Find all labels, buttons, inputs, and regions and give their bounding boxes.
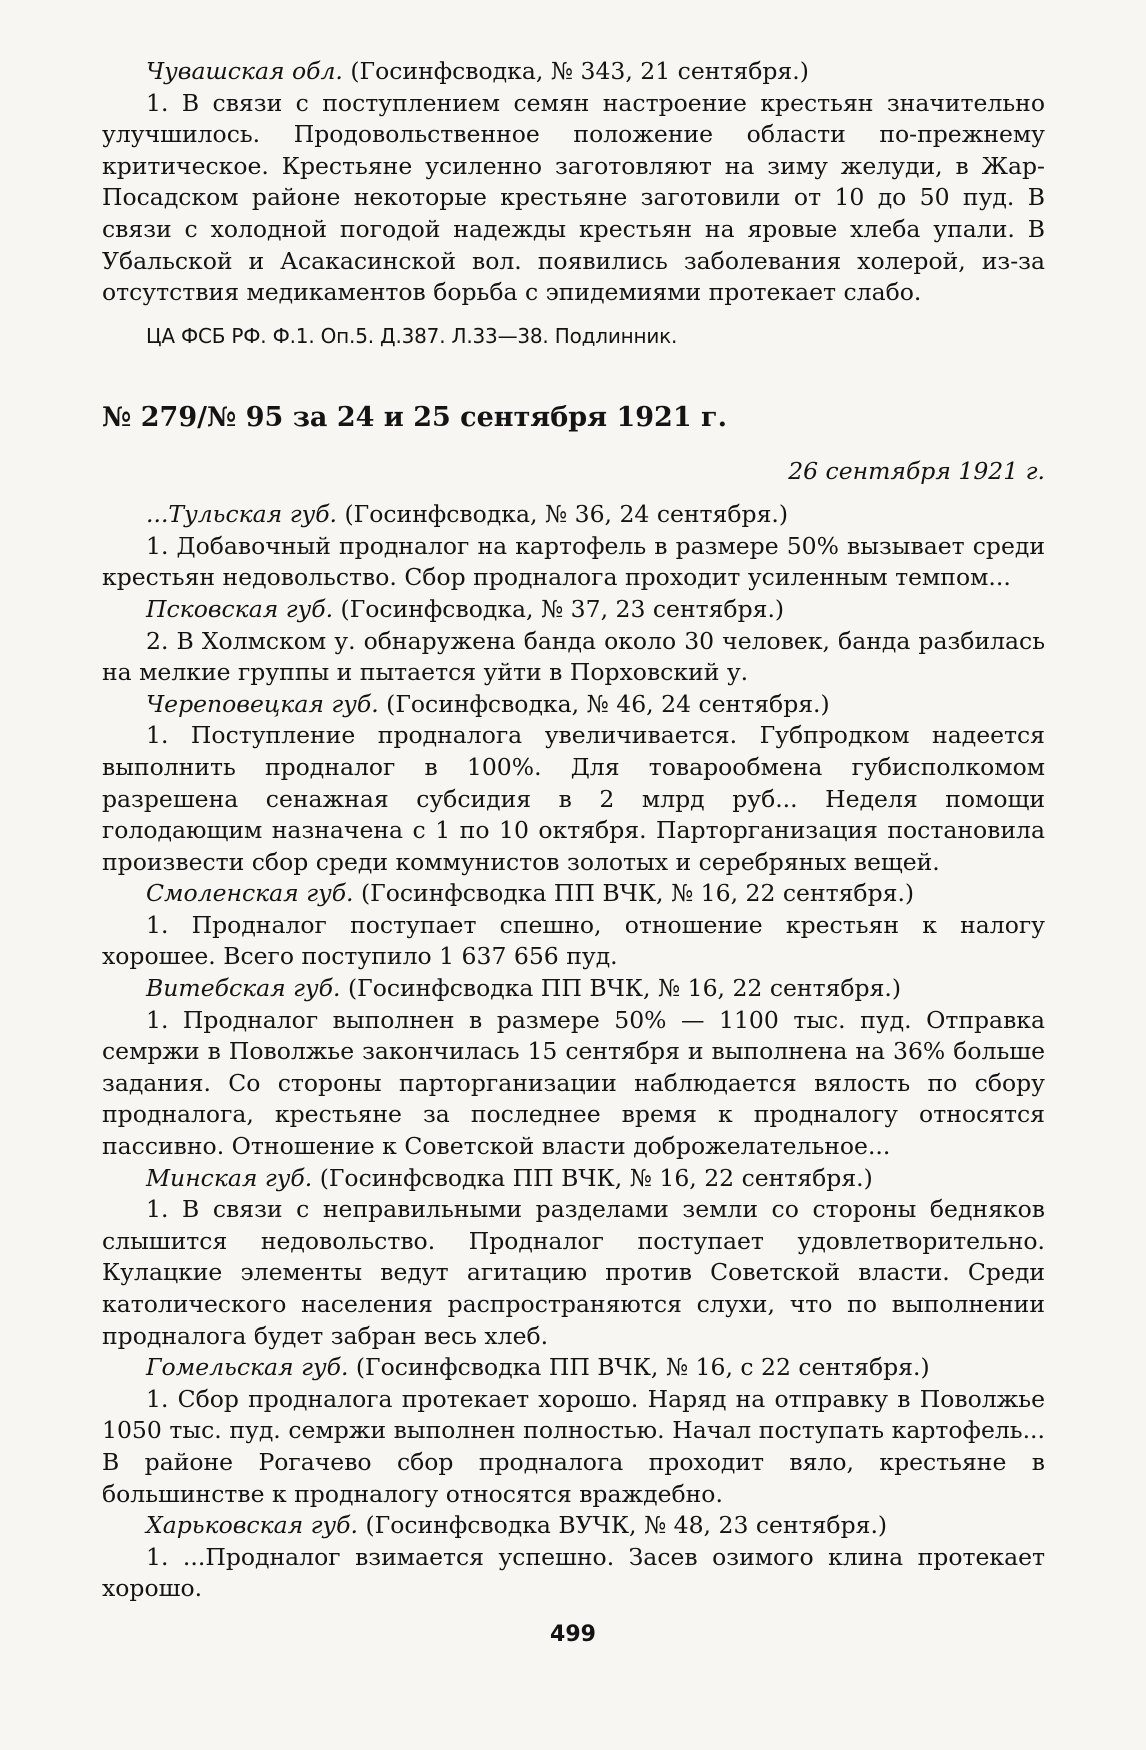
region-entry <box>102 499 1045 594</box>
region-heading <box>102 689 1045 721</box>
document-date: 26 сентября 1921 г. <box>788 457 1045 486</box>
report-source: (Госинфсводка ПП ВЧК, № 16, 22 сентября.) <box>353 879 915 908</box>
report-text: 1. В связи с поступлением семян настроение крестьян значительно улучшилось. Продовольственное положение области по-прежнему критическое. Крестьяне усиленно заготовляют на зиму желуди, в Жар-Посадском районе некоторые крестьяне заготовили от 10 до 50 пуд. В связи с холодной погодой надежды крестьян на яровые хлеба упали. В Убальской и Асакасинской вол. появились заболевания холерой, из-за отсутствия медикаментов борьба с эпидемиями протекает слабо. <box>102 88 1045 307</box>
region-heading <box>102 1510 1045 1542</box>
region-entry <box>102 1352 1045 1510</box>
report-text: 1. Сбор продналога протекает хорошо. Наряд на отправку в Поволжье 1050 тыс. пуд. семржи выполнен полностью. Начал поступать картофель... В районе Рогачево сбор продналога проходит вяло, крестьяне в большинстве к продналогу относятся враждебно. <box>102 1384 1045 1508</box>
report-list <box>102 499 1045 1605</box>
report-source: (Госинфсводка, № 36, 24 сентября.) <box>337 500 789 529</box>
report-text: 1. Добавочный продналог на картофель в размере 50% вызывает среди крестьян недовольство. Сбор продналога проходит усиленным темпом... <box>102 531 1045 592</box>
report-text: 2. В Холмском у. обнаружена банда около 30 человек, банда разбилась на мелкие группы и пытается уйти в Порховский у. <box>102 626 1045 687</box>
region-name: Гомельская губ. <box>146 1353 349 1382</box>
region-heading <box>102 1163 1045 1195</box>
report-text: 1. Продналог поступает спешно, отношение крестьян к налогу хорошее. Всего поступило 1 637 656 пуд. <box>102 910 1045 971</box>
region-name: Харьковская губ. <box>146 1511 358 1540</box>
report-source: (Госинфсводка ПП ВЧК, № 16, 22 сентября.) <box>312 1163 873 1192</box>
region-name: ...Тульская губ. <box>146 500 338 529</box>
region-entry <box>102 1510 1045 1605</box>
region-entry <box>102 1163 1045 1353</box>
report-source: (Госинфсводка, № 37, 23 сентября.) <box>333 594 785 623</box>
report-source: (Госинфсводка ПП ВЧК, № 16, 22 сентября.) <box>340 974 902 1003</box>
report-source: (Госинфсводка, № 46, 24 сентября.) <box>378 689 830 718</box>
report-text: 1. Поступление продналога увеличивается. Губпродком надеется выполнить продналог в 100%. Для товарообмена губисполкомом разрешена сенажная субсидия в 2 млрд руб... Неделя помощи голодающим назначена с 1 по 10 октября. Парторганизация постановила произвести сбор среди коммунистов золотых и серебряных вещей. <box>102 721 1045 876</box>
region-heading <box>102 973 1045 1005</box>
region-name: Витебская губ. <box>146 974 341 1003</box>
region-heading <box>102 594 1045 626</box>
report-source: (Госинфсводка ВУЧК, № 48, 23 сентября.) <box>358 1511 888 1540</box>
region-name: Минская губ. <box>146 1163 313 1192</box>
archive-reference: ЦА ФСБ РФ. Ф.1. Оп.5. Д.387. Л.33—38. Подлинник. <box>146 323 678 348</box>
region-entry <box>102 878 1045 973</box>
report-source: (Госинфсводка ПП ВЧК, № 16, с 22 сентября.) <box>348 1353 930 1382</box>
region-heading <box>102 1352 1045 1384</box>
report-text: 1. В связи с неправильными разделами земли со стороны бедняков слышится недовольство. Продналог поступает удовлетворительно. Кулацкие элементы ведут агитацию против Советской власти. Среди католического населения распространяются слухи, что по выполнении продналога будет забран весь хлеб. <box>102 1195 1045 1350</box>
region-name: Смоленская губ. <box>146 879 354 908</box>
region-heading <box>102 499 1045 531</box>
region-name: Чувашская обл. <box>146 57 343 85</box>
document-title: № 279/№ 95 за 24 и 25 сентября 1921 г. <box>102 401 727 433</box>
region-name: Череповецкая губ. <box>146 689 379 718</box>
report-text: 1. Продналог выполнен в размере 50% — 1100 тыс. пуд. Отправка семржи в Поволжье закончилась 15 сентября и выполнена на 36% больше задания. Со стороны парторганизации наблюдается вялость по сбору продналога, крестьяне за последнее время к продналогу относятся пассивно. Отношение к Советской власти доброжелательное... <box>102 1005 1045 1161</box>
region-entry <box>102 973 1045 1163</box>
region-name: Псковская губ. <box>146 594 334 623</box>
report-text: 1. ...Продналог взимается успешно. Засев озимого клина протекает хорошо. <box>102 1542 1045 1603</box>
intro-report <box>102 56 1045 349</box>
region-entry <box>102 594 1045 689</box>
page-number: 499 <box>550 1622 596 1647</box>
region-entry <box>102 689 1045 879</box>
report-source: (Госинфсводка, № 343, 21 сентября.) <box>342 57 809 85</box>
region-heading <box>102 878 1045 910</box>
region-heading <box>102 56 1045 88</box>
